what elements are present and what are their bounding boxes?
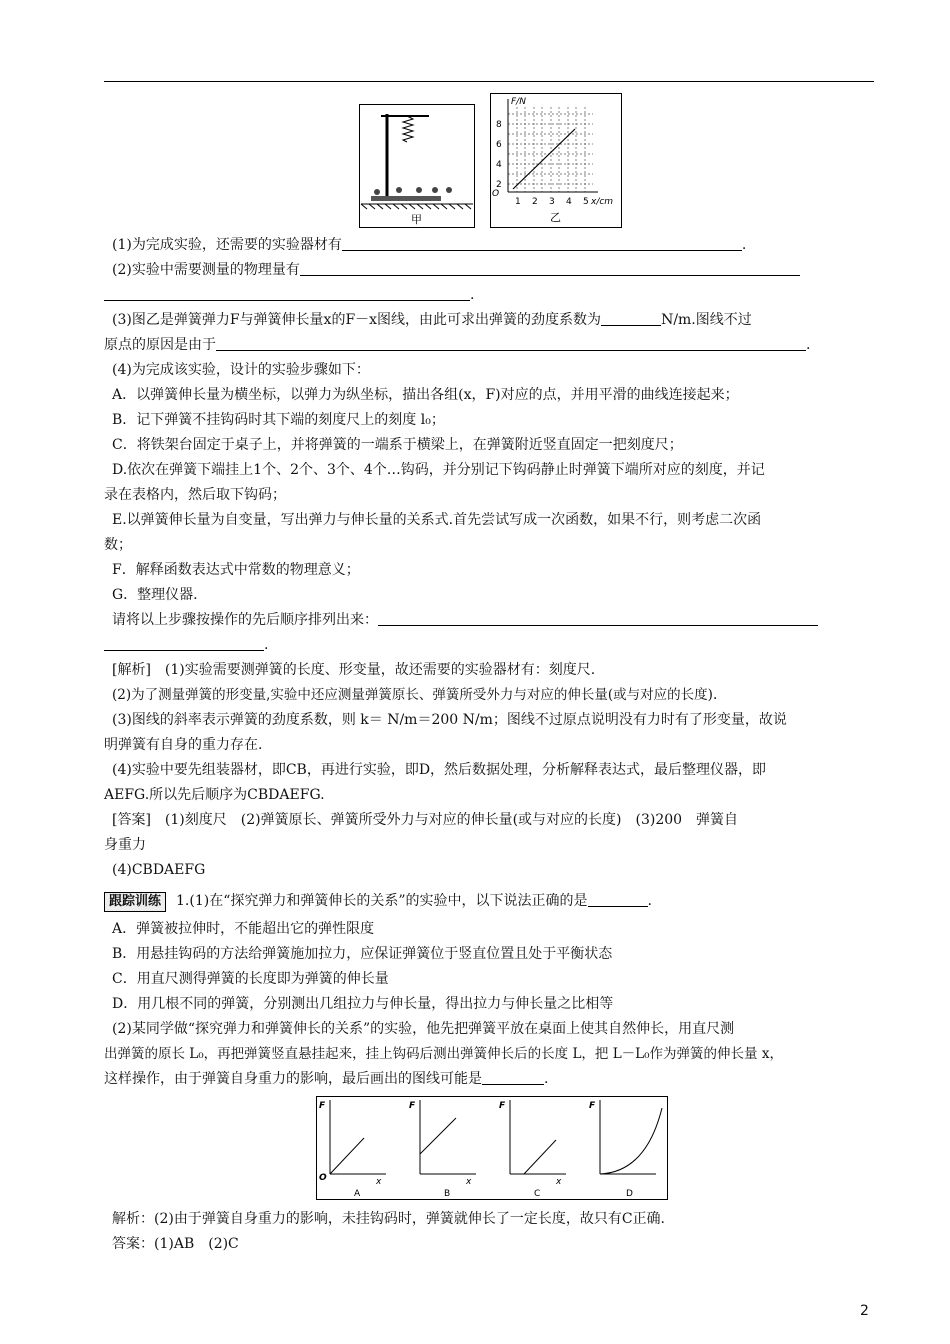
yi-origin: O	[492, 189, 500, 199]
yi-xtick: 4	[566, 197, 572, 207]
order-question-cont: .	[104, 636, 874, 654]
x-label: x	[556, 1177, 562, 1187]
yi-xtick: 5	[583, 197, 589, 207]
answer-4: (4)CBDAEFG	[112, 862, 206, 878]
graph-a	[319, 1100, 386, 1199]
analysis-4: (4)实验中要先组装器材，即CB，再进行实验，即D，然后数据处理，分析解释表达式，最后整理仪器，即	[112, 762, 767, 778]
option-d: D．用几根不同的弹簧，分别测出几组拉力与伸长量，得出拉力与伸长量之比相等	[112, 996, 614, 1012]
answer-blank[interactable]	[216, 336, 806, 351]
analysis-4-cont: AEFG.所以先后顺序为CBDAEFG.	[104, 787, 325, 803]
yi-ytick: 6	[496, 140, 502, 150]
graph-label: B	[444, 1189, 451, 1199]
question-3: (3)图乙是弹簧弹力F与弹簧伸长量x的F－x图线，由此可求出弹簧的劲度系数为 N/m.图线不过	[112, 312, 752, 328]
graph-label: C	[534, 1189, 541, 1199]
analysis-2: (2)为了测量弹簧的形变量,实验中还应测量弹簧原长、弹簧所受外力与对应的伸长量(或与对应的长度).	[112, 687, 718, 703]
yi-ytick: 8	[496, 120, 502, 130]
step-d: D.依次在弹簧下端挂上1个、2个、3个、4个…钩码，并分别记下钩码静止时弹簧下端所对应的刻度，并记	[112, 462, 765, 478]
question-1: (1)为完成实验，还需要的实验器材有 .	[112, 237, 747, 253]
yi-xtick: 1	[515, 197, 521, 207]
step-c: C．将铁架台固定于桌子上，并将弹簧的一端系于横梁上，在弹簧附近竖直固定一把刻度尺；	[112, 437, 683, 453]
f-label: F	[589, 1101, 596, 1111]
figure-yi-graph	[490, 93, 622, 228]
graph-label: D	[626, 1189, 633, 1199]
top-rule	[104, 81, 874, 82]
training-question-2: (2)某同学做“探究弹力和弹簧伸长的关系”的实验，他先把弹簧平放在桌面上使其自然伸长，用直尺测	[112, 1021, 735, 1037]
answer-1-cont: 身重力	[104, 837, 146, 853]
training-question-2-cont: 出弹簧的原长 L₀，再把弹簧竖直悬挂起来，挂上钩码后测出弹簧伸长后的长度 L，把 L－L₀作为弹簧的伸长量 x，	[104, 1046, 783, 1062]
option-b: B．用悬挂钩码的方法给弹簧施加拉力，应保证弹簧位于竖直位置且处于平衡状态	[112, 946, 613, 962]
figure-yi-label: 乙	[550, 211, 561, 224]
training-badge: 跟踪训练	[104, 892, 166, 912]
question-3-cont: 原点的原因是由于 .	[104, 337, 811, 353]
o-label: O	[319, 1173, 327, 1183]
yi-xtick: 3	[549, 197, 555, 207]
answer-blank[interactable]	[300, 261, 800, 276]
f-label: F	[319, 1101, 326, 1111]
option-c: C．用直尺测得弹簧的长度即为弹簧的伸长量	[112, 971, 389, 987]
step-g: G．整理仪器.	[112, 587, 198, 603]
x-label: x	[466, 1177, 472, 1187]
step-a: A．以弹簧伸长量为横坐标，以弹力为纵坐标，描出各组(x，F)对应的点，并用平滑的曲线连接起来；	[112, 387, 739, 403]
x-label: x	[376, 1177, 382, 1187]
question-2-cont: .	[104, 286, 874, 304]
order-question: 请将以上步骤按操作的先后顺序排列出来：	[104, 611, 882, 629]
step-b: B．记下弹簧不挂钩码时其下端的刻度尺上的刻度 l₀；	[112, 412, 445, 428]
figure-jia-apparatus	[359, 104, 475, 228]
graph-label: A	[354, 1189, 361, 1199]
training-question-2-end: 这样操作，由于弹簧自身重力的影响，最后画出的图线可能是 .	[104, 1071, 549, 1087]
graph-b	[409, 1100, 476, 1199]
graph-c	[499, 1100, 566, 1199]
figure-jia-label: 甲	[411, 213, 422, 226]
page-number: 2	[860, 1303, 869, 1319]
analysis-3-cont: 明弹簧有自身的重力存在.	[104, 737, 263, 753]
analysis-3: (3)图线的斜率表示弹簧的劲度系数，则 k＝ N/m＝200 N/m；图线不过原点说明没有力时有了形变量，故说	[112, 712, 787, 728]
step-e-cont: 数；	[104, 537, 132, 553]
answer-blank[interactable]	[378, 611, 818, 626]
answer-1: [答案] (1)刻度尺 (2)弹簧原长、弹簧所受外力与对应的伸长量(或与对应的长度) (3)200 弹簧自	[112, 812, 739, 828]
f-label: F	[499, 1101, 506, 1111]
yi-x-axis-label: x/cm	[591, 197, 614, 207]
training-solution: 解析：(2)由于弹簧自身重力的影响，未挂钩码时，弹簧就伸长了一定长度，故只有C正确.	[112, 1211, 665, 1227]
question-4: (4)为完成该实验，设计的实验步骤如下：	[112, 362, 370, 378]
f-label: F	[409, 1101, 416, 1111]
step-e: E.以弹簧伸长量为自变量，写出弹力与伸长量的关系式.首先尝试写成一次函数，如果不行，则考虑二次函	[112, 512, 762, 528]
answer-blank[interactable]	[104, 286, 470, 301]
yi-xtick: 2	[532, 197, 538, 207]
answer-blank[interactable]	[104, 636, 264, 651]
answer-blank[interactable]	[588, 892, 648, 907]
answer-blank[interactable]	[482, 1070, 544, 1085]
training-question-1: 跟踪训练 1.(1)在“探究弹力和弹簧伸长的关系”的实验中，以下说法正确的是 .	[104, 892, 874, 912]
yi-ytick: 2	[496, 180, 502, 190]
step-f: F．解释函数表达式中常数的物理意义；	[112, 562, 360, 578]
yi-y-axis-label: F/N	[511, 97, 526, 107]
yi-ytick: 4	[496, 160, 502, 170]
graph-d	[589, 1100, 662, 1199]
step-d-cont: 录在表格内，然后取下钩码；	[104, 487, 286, 503]
choice-graphs	[316, 1096, 668, 1200]
answer-blank[interactable]	[342, 236, 742, 251]
answer-blank[interactable]	[601, 311, 661, 326]
training-answer: 答案：(1)AB (2)C	[112, 1236, 239, 1252]
option-a: A．弹簧被拉伸时，不能超出它的弹性限度	[112, 921, 375, 937]
analysis-1: [解析] (1)实验需要测弹簧的长度、形变量，故还需要的实验器材有：刻度尺.	[112, 662, 596, 678]
question-2: (2)实验中需要测量的物理量有	[104, 261, 882, 279]
